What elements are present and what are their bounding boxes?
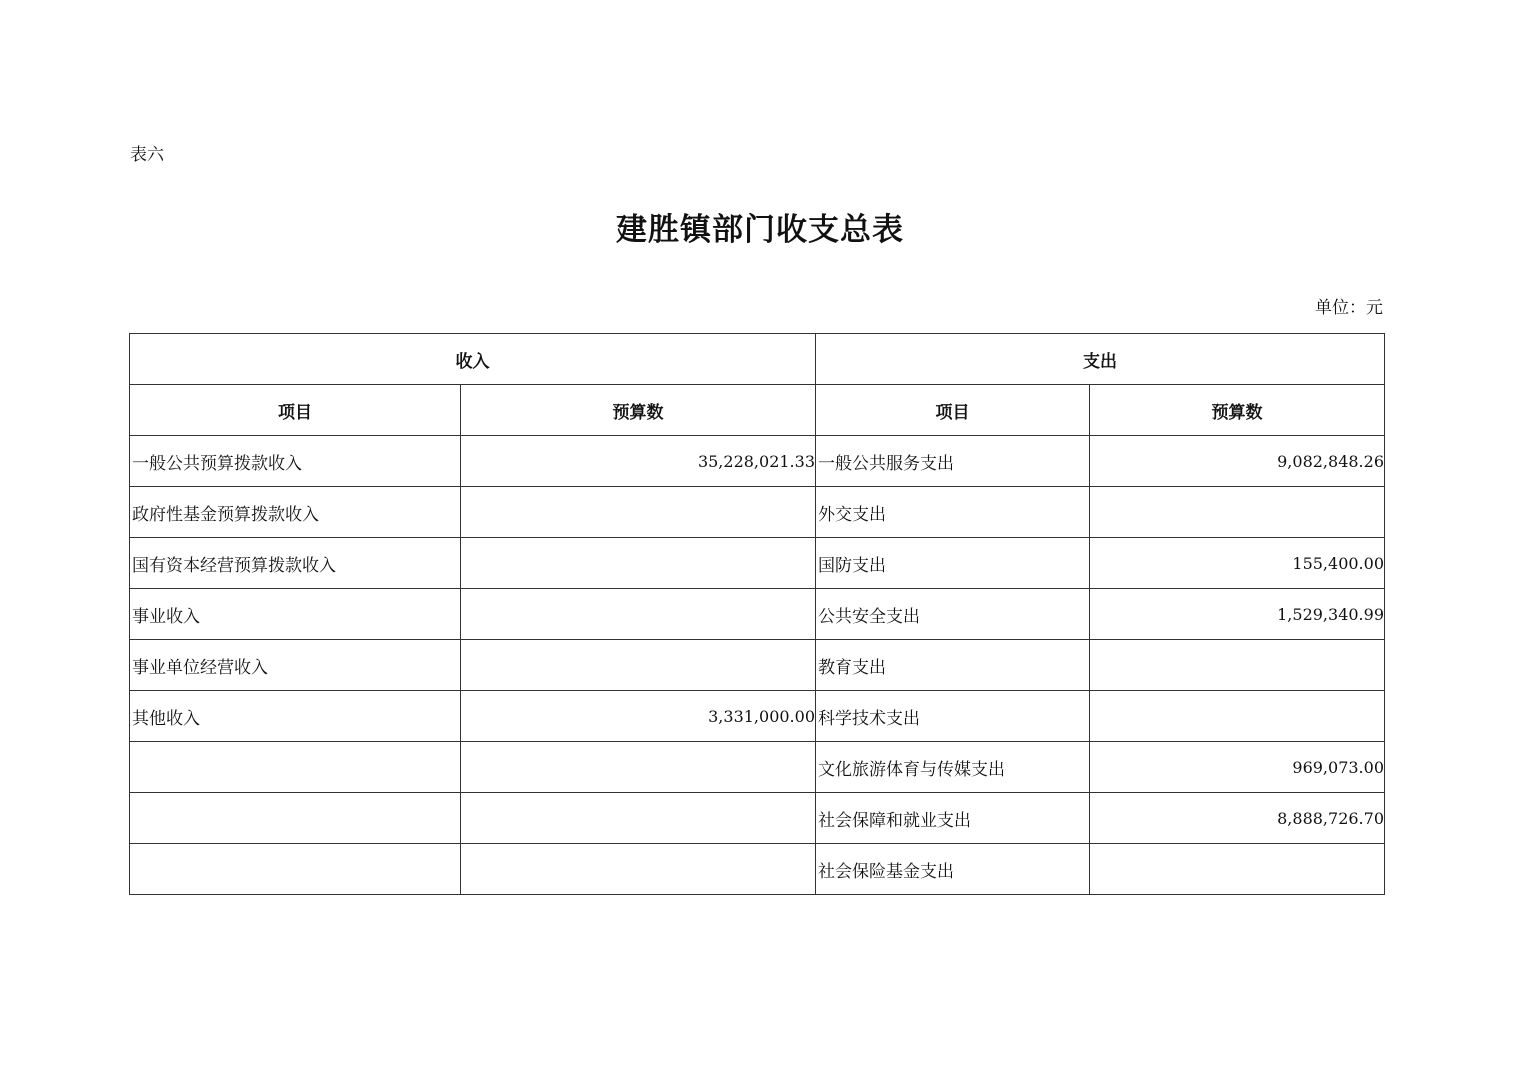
income-item-cell: 一般公共预算拨款收入: [130, 436, 461, 487]
table-row: [130, 589, 1385, 640]
expense-budget-cell: 1,529,340.99: [1090, 589, 1385, 640]
income-budget-cell: [461, 742, 816, 793]
table-row: [130, 436, 1385, 487]
expense-budget-cell: [1090, 487, 1385, 538]
column-header-row: [130, 385, 1385, 436]
expense-budget-cell: 8,888,726.70: [1090, 793, 1385, 844]
income-budget-cell: [461, 589, 816, 640]
expense-item-cell: 一般公共服务支出: [816, 436, 1090, 487]
group-header-row: [130, 334, 1385, 385]
table-row: [130, 640, 1385, 691]
expense-item-cell: 社会保险基金支出: [816, 844, 1090, 895]
expense-item-cell: 教育支出: [816, 640, 1090, 691]
income-item-cell: 政府性基金预算拨款收入: [130, 487, 461, 538]
income-budget-cell: [461, 538, 816, 589]
expense-item-cell: 公共安全支出: [816, 589, 1090, 640]
expense-budget-cell: 155,400.00: [1090, 538, 1385, 589]
table-number: 表六: [130, 145, 164, 165]
expense-item-cell: 国防支出: [816, 538, 1090, 589]
income-budget-cell: [461, 793, 816, 844]
expense-item-cell: 科学技术支出: [816, 691, 1090, 742]
expense-budget-cell: 9,082,848.26: [1090, 436, 1385, 487]
income-item-cell: [130, 793, 461, 844]
income-item-cell: 国有资本经营预算拨款收入: [130, 538, 461, 589]
income-budget-header: 预算数: [461, 385, 816, 436]
income-budget-cell: 35,228,021.33: [461, 436, 816, 487]
table-row: [130, 793, 1385, 844]
budget-rows: [130, 436, 1385, 895]
income-budget-cell: [461, 487, 816, 538]
income-group-header: 收入: [130, 334, 816, 385]
income-item-cell: 其他收入: [130, 691, 461, 742]
table-row: [130, 691, 1385, 742]
expense-item-header: 项目: [816, 385, 1090, 436]
expense-item-cell: 文化旅游体育与传媒支出: [816, 742, 1090, 793]
expense-budget-cell: 969,073.00: [1090, 742, 1385, 793]
table-row: [130, 487, 1385, 538]
expense-item-cell: 社会保障和就业支出: [816, 793, 1090, 844]
expense-budget-cell: [1090, 691, 1385, 742]
income-item-header: 项目: [130, 385, 461, 436]
table-row: [130, 742, 1385, 793]
expense-budget-cell: [1090, 844, 1385, 895]
page-title: 建胜镇部门收支总表: [616, 212, 904, 248]
expense-budget-cell: [1090, 640, 1385, 691]
table-row: [130, 538, 1385, 589]
unit-note: 单位：元: [1315, 298, 1383, 318]
expense-item-cell: 外交支出: [816, 487, 1090, 538]
income-item-cell: [130, 844, 461, 895]
income-item-cell: 事业收入: [130, 589, 461, 640]
income-budget-cell: 3,331,000.00: [461, 691, 816, 742]
table-row: [130, 844, 1385, 895]
income-item-cell: [130, 742, 461, 793]
expense-group-header: 支出: [816, 334, 1385, 385]
income-item-cell: 事业单位经营收入: [130, 640, 461, 691]
expense-budget-header: 预算数: [1090, 385, 1385, 436]
income-budget-cell: [461, 640, 816, 691]
income-budget-cell: [461, 844, 816, 895]
budget-summary-table: [129, 333, 1385, 895]
